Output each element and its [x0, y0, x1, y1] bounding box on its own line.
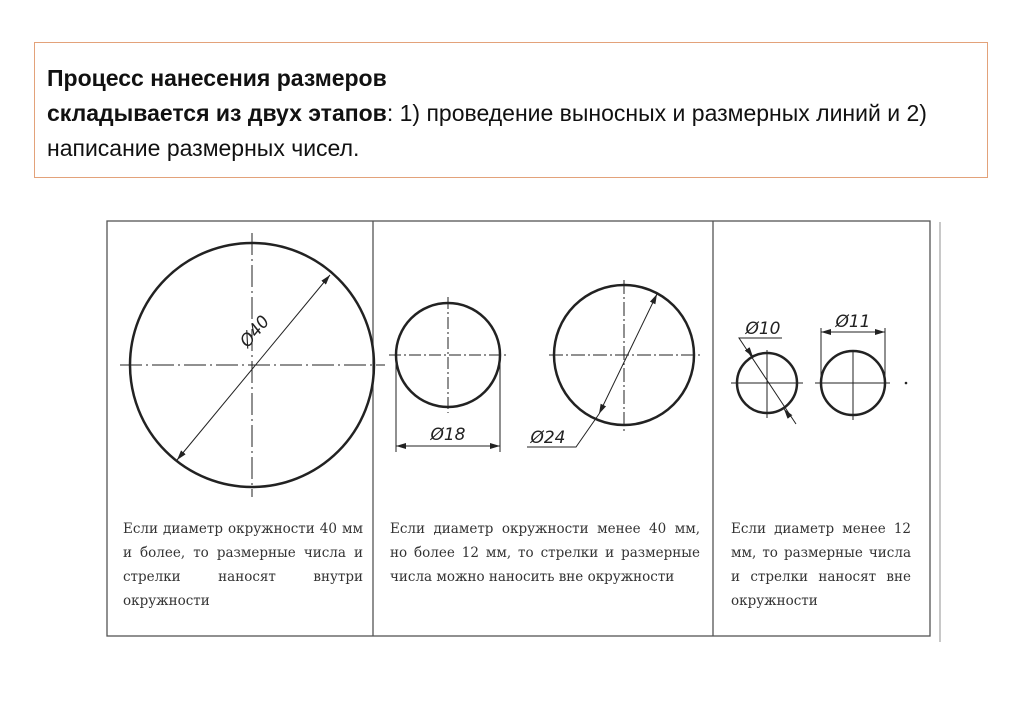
- label-d24: Ø24: [530, 428, 566, 448]
- circle-d11: [815, 328, 907, 420]
- label-d40: Ø40: [236, 311, 275, 352]
- title-bold-2: складывается из двух этапов: [47, 100, 387, 126]
- circle-d40: [120, 233, 385, 497]
- title-rest: : 1) проведение выносных и размерных линий и 2) написание размерных чисел.: [47, 100, 927, 161]
- cell-text-large: Если диаметр окружности 40 мм и более, то размерные числа и стрелки наносят внутри окружности: [123, 521, 363, 609]
- label-d11: Ø11: [835, 312, 871, 332]
- circle-d24: [527, 280, 700, 447]
- label-d10: Ø10: [745, 319, 781, 339]
- circle-d10: [731, 338, 803, 424]
- title-bold-1: Процесс нанесения размеров: [47, 65, 387, 91]
- cell-text-small: Если диаметр менее 12 мм, то размерные числа и стрелки наносят вне окружности: [731, 521, 911, 609]
- label-d18: Ø18: [430, 425, 466, 445]
- cell-text-medium: Если диаметр окружности менее 40 мм, но более 12 мм, то стрелки и размерные числа можно наносить вне окружности: [390, 521, 700, 585]
